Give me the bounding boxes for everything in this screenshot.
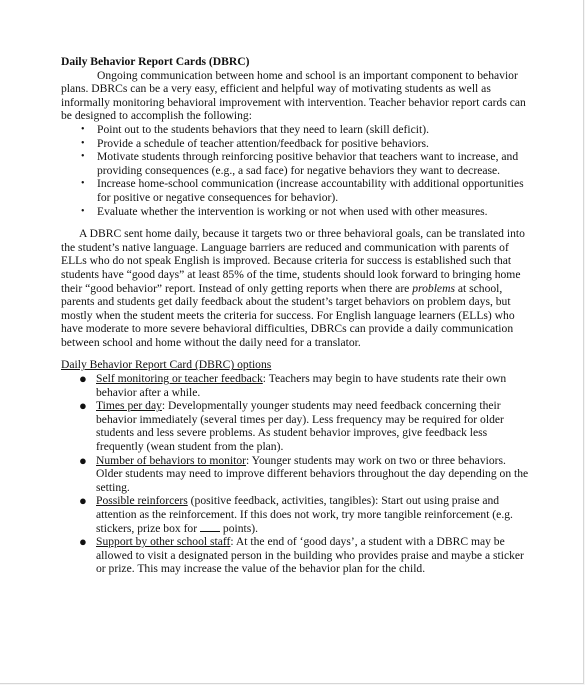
bullet-icon: ●	[79, 398, 87, 414]
list-item: • Point out to the students behaviors that they need to learn (skill deficit).	[81, 122, 429, 136]
bullet-icon: ●	[79, 452, 87, 468]
document-title: Daily Behavior Report Cards (DBRC)	[61, 55, 250, 68]
list-item: ● Self monitoring or teacher feedback: Teachers may begin to have students rate their own behavior after a while.	[79, 371, 507, 399]
list-item: • Provide a schedule of teacher attention/feedback for positive behaviors.	[81, 136, 429, 150]
bullet-icon: ●	[79, 371, 87, 387]
goals-list	[61, 123, 533, 218]
bullet-icon: ●	[79, 493, 87, 509]
list-item: ● Support by other school staff: At the end of ‘good days’, a student with a DBRC may be allowed to visit a designated person in the building who provides praise and maybe a sticker or prize. This may increase the value of the behavior plan for the child.	[79, 534, 524, 576]
list-item: ● Times per day: Developmentally younger students may need feedback concerning their behavior immediately (several times per day). Less frequency may be required for older students and less severe problems. As student behavior improves, give feedback less frequently (wean student from the plan).	[79, 398, 504, 454]
bullet-icon: •	[81, 178, 85, 190]
bullet-icon: •	[81, 205, 85, 217]
list-item: • Increase home-school communication (increase accountability with additional opportunities for positive or negative consequences for behavior).	[81, 177, 524, 204]
bullet-icon: •	[81, 137, 85, 149]
intro-paragraph: Ongoing communication between home and school is an important component to behavior plans. DBRCs can be a very easy, efficient and helpful way of motivating students as well as informally monitoring behavioral improvement with intervention. Teacher behavior report cards can be designed to accomplish the following:	[61, 68, 526, 123]
list-item: • Motivate students through reinforcing positive behavior that teachers want to increase, and providing consequences (e.g., a sad face) for negative behaviors they want to decrease.	[81, 150, 519, 177]
fill-in-blank	[200, 522, 220, 532]
document-body	[61, 55, 533, 576]
dbrc-paragraph: A DBRC sent home daily, because it targets two or three behavioral goals, can be translated into the student’s native language. Language barriers are reduced and communication with parents of ELLs who do not speak English is improved. Because criteria for success is established such that students have “good days” at least 85% of the time, students should look forward to bringing home their “good behavior” report. Instead of only getting reports when there are problems at school, parents and students get daily feedback about the student’s target behaviors on problem days, but mostly when the student meets the criteria for success. For English language learners (ELLs) who have moderate to more severe behavioral difficulties, DBRCs can provide a daily communication between school and home without the daily need for a translator.	[61, 227, 525, 349]
list-item: ● Number of behaviors to monitor: Younger students may work on two or three behaviors. Older students may need to improve different behaviors throughout the day depending on the setting.	[79, 452, 529, 494]
options-heading: Daily Behavior Report Card (DBRC) options	[61, 358, 272, 372]
bullet-icon: •	[81, 123, 85, 135]
bullet-icon: •	[81, 151, 85, 163]
bullet-icon: ●	[79, 534, 87, 550]
options-list	[61, 372, 533, 576]
list-item: • Evaluate whether the intervention is working or not when used with other measures.	[81, 204, 488, 218]
list-item: ● Possible reinforcers (positive feedback, activities, tangibles): Start out using praise and attention as the reinforcement. If this does not work, try more tangible reinforcement (e.g. stickers, prize box for points).	[79, 493, 513, 535]
